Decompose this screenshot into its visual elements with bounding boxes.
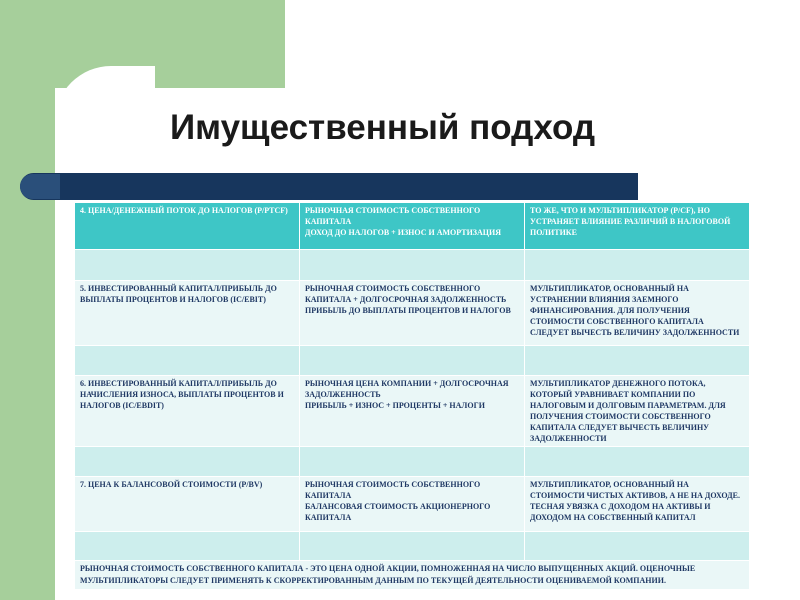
table-row <box>75 376 750 447</box>
table-cell: РЫНОЧНАЯ СТОИМОСТЬ СОБСТВЕННОГО КАПИТАЛА ДОХОД ДО НАЛОГОВ + ИЗНОС И АМОРТИЗАЦИЯ <box>300 203 525 250</box>
table-header-row <box>75 203 750 250</box>
table-cell: МУЛЬТИПЛИКАТОР, ОСНОВАННЫЙ НА УСТРАНЕНИИ ВЛИЯНИЯ ЗАЕМНОГО ФИНАНСИРОВАНИЯ. ДЛЯ ПОЛУЧЕНИЯ СТОИМОСТИ СОБСТВЕННОГО КАПИТАЛА СЛЕДУЕТ ВЫЧЕСТЬ ВЕЛИЧИНУ ЗАДОЛЖЕННОСТИ <box>525 281 750 346</box>
table-cell: РЫНОЧНАЯ ЦЕНА КОМПАНИИ + ДОЛГОСРОЧНАЯ ЗАДОЛЖЕННОСТЬ ПРИБЫЛЬ + ИЗНОС + ПРОЦЕНТЫ + НАЛОГИ <box>300 376 525 447</box>
table-cell: 7. ЦЕНА К БАЛАНСОВОЙ СТОИМОСТИ (P/BV) <box>75 477 300 532</box>
table-footer-row <box>75 561 750 590</box>
table-cell: 5. ИНВЕСТИРОВАННЫЙ КАПИТАЛ/ПРИБЫЛЬ ДО ВЫПЛАТЫ ПРОЦЕНТОВ И НАЛОГОВ (IC/EBIT) <box>75 281 300 346</box>
left-green-band <box>0 0 55 600</box>
table-row <box>75 477 750 532</box>
table-footer-note: РЫНОЧНАЯ СТОИМОСТЬ СОБСТВЕННОГО КАПИТАЛА - ЭТО ЦЕНА ОДНОЙ АКЦИИ, ПОМНОЖЕННАЯ НА ЧИСЛО ВЫПУЩЕННЫХ АКЦИЙ. ОЦЕНОЧНЫЕ МУЛЬТИПЛИКАТОРЫ СЛЕДУЕТ ПРИМЕНЯТЬ К СКОРРЕКТИРОВАННЫМ ДАННЫМ ПО ТЕКУЩЕЙ ДЕЯТЕЛЬНОСТИ ОЦЕНИВАЕМОЙ КОМПАНИИ. <box>75 561 750 590</box>
table-spacer-row <box>75 447 750 477</box>
table-cell: 6. ИНВЕСТИРОВАННЫЙ КАПИТАЛ/ПРИБЫЛЬ ДО НАЧИСЛЕНИЯ ИЗНОСА, ВЫПЛАТЫ ПРОЦЕНТОВ И НАЛОГОВ (IC/EBDIT) <box>75 376 300 447</box>
table-spacer-row <box>75 532 750 561</box>
table-spacer-row <box>75 250 750 281</box>
table-cell: МУЛЬТИПЛИКАТОР, ОСНОВАННЫЙ НА СТОИМОСТИ ЧИСТЫХ АКТИВОВ, А НЕ НА ДОХОДЕ. ТЕСНАЯ УВЯЗКА С ДОХОДОМ НА АКТИВЫ И ДОХОДОМ НА СОБСТВЕННЫЙ КАПИТАЛ <box>525 477 750 532</box>
table-cell: РЫНОЧНАЯ СТОИМОСТЬ СОБСТВЕННОГО КАПИТАЛА + ДОЛГОСРОЧНАЯ ЗАДОЛЖЕННОСТЬ ПРИБЫЛЬ ДО ВЫПЛАТЫ ПРОЦЕНТОВ И НАЛОГОВ <box>300 281 525 346</box>
slide-title: Имущественный подход <box>170 108 596 147</box>
title-bar-cap <box>20 174 60 199</box>
table-cell: 4. ЦЕНА/ДЕНЕЖНЫЙ ПОТОК ДО НАЛОГОВ (P/PTCF) <box>75 203 300 250</box>
table-spacer-row <box>75 346 750 376</box>
table-cell: РЫНОЧНАЯ СТОИМОСТЬ СОБСТВЕННОГО КАПИТАЛА БАЛАНСОВАЯ СТОИМОСТЬ АКЦИОНЕРНОГО КАПИТАЛА <box>300 477 525 532</box>
table-cell: МУЛЬТИПЛИКАТОР ДЕНЕЖНОГО ПОТОКА, КОТОРЫЙ УРАВНИВАЕТ КОМПАНИИ ПО НАЛОГОВЫМ И ДОЛГОВЫМ ПАРАМЕТРАМ. ДЛЯ ПОЛУЧЕНИЯ СТОИМОСТИ СОБСТВЕННОГО КАПИТАЛА СЛЕДУЕТ ВЫЧЕСТЬ ВЕЛИЧИНУ ЗАДОЛЖЕННОСТИ <box>525 376 750 447</box>
table-row <box>75 281 750 346</box>
multipliers-table <box>74 202 750 590</box>
table-cell: ТО ЖЕ, ЧТО И МУЛЬТИПЛИКАТОР (P/CF), НО УСТРАНЯЕТ ВЛИЯНИЕ РАЗЛИЧИЙ В НАЛОГОВОЙ ПОЛИТИКЕ <box>525 203 750 250</box>
title-underline-bar <box>20 173 638 200</box>
